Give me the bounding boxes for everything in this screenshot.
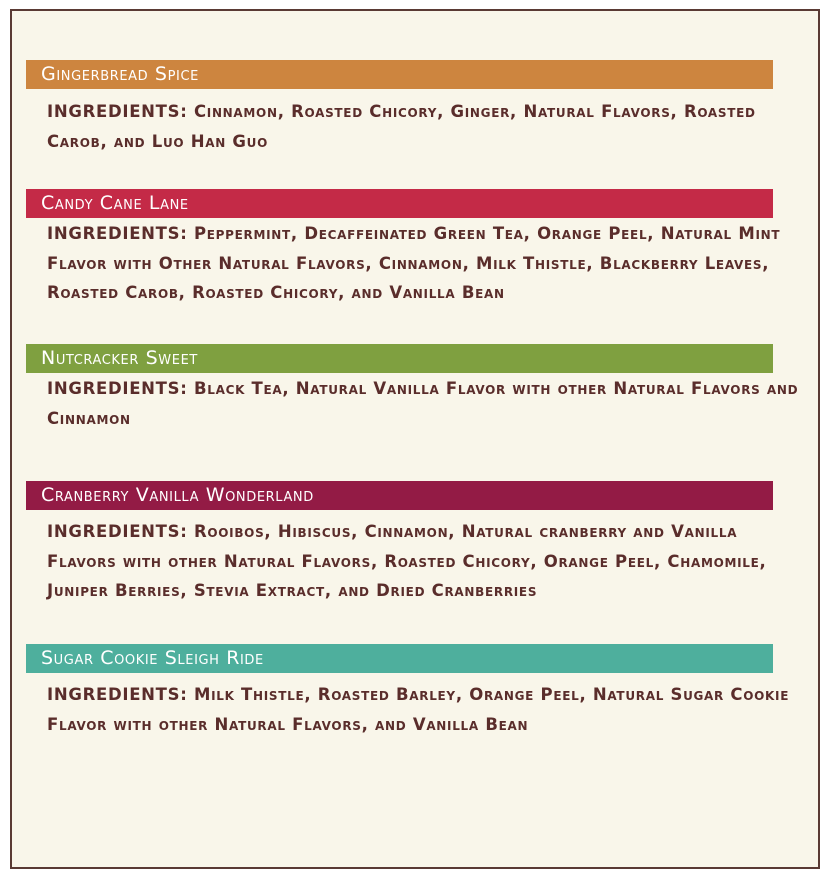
blend-nutcracker-sweet [26, 344, 816, 433]
blend-candy-cane-lane [26, 189, 816, 308]
blend-title-band: Gingerbread Spice [26, 60, 773, 89]
blend-ingredients: INGREDIENTS: Cinnamon, Roasted Chicory, Ginger, Natural Flavors, Roasted Carob, and Luo Han Guo [47, 102, 756, 151]
blend-cranberry-vanilla-wonderland [26, 481, 816, 606]
ingredients-page [10, 9, 820, 869]
blend-ingredients: INGREDIENTS: Milk Thistle, Roasted Barley, Orange Peel, Natural Sugar Cookie Flavor with other Natural Flavors, and Vanilla Bean [47, 685, 790, 734]
blend-title-band: Cranberry Vanilla Wonderland [26, 481, 773, 510]
blend-title-band: Candy Cane Lane [26, 189, 773, 218]
blend-title-band: Sugar Cookie Sleigh Ride [26, 644, 773, 673]
blend-gingerbread-spice [26, 60, 816, 156]
blend-ingredients: INGREDIENTS: Black Tea, Natural Vanilla Flavor with other Natural Flavors and Cinnamon [47, 379, 799, 428]
blend-sugar-cookie-sleigh-ride [26, 644, 816, 739]
blend-ingredients: INGREDIENTS: Peppermint, Decaffeinated Green Tea, Orange Peel, Natural Mint Flavor with Other Natural Flavors, Cinnamon, Milk Thistle, Blackberry Leaves, Roasted Carob, Roasted Chicory, and Vanilla Bean [47, 224, 781, 302]
blend-title-band: Nutcracker Sweet [26, 344, 773, 373]
blend-ingredients: INGREDIENTS: Rooibos, Hibiscus, Cinnamon, Natural cranberry and Vanilla Flavors with other Natural Flavors, Roasted Chicory, Orange Peel, Chamomile, Juniper Berries, Stevia Extract, and Dried Cranberries [47, 522, 767, 600]
